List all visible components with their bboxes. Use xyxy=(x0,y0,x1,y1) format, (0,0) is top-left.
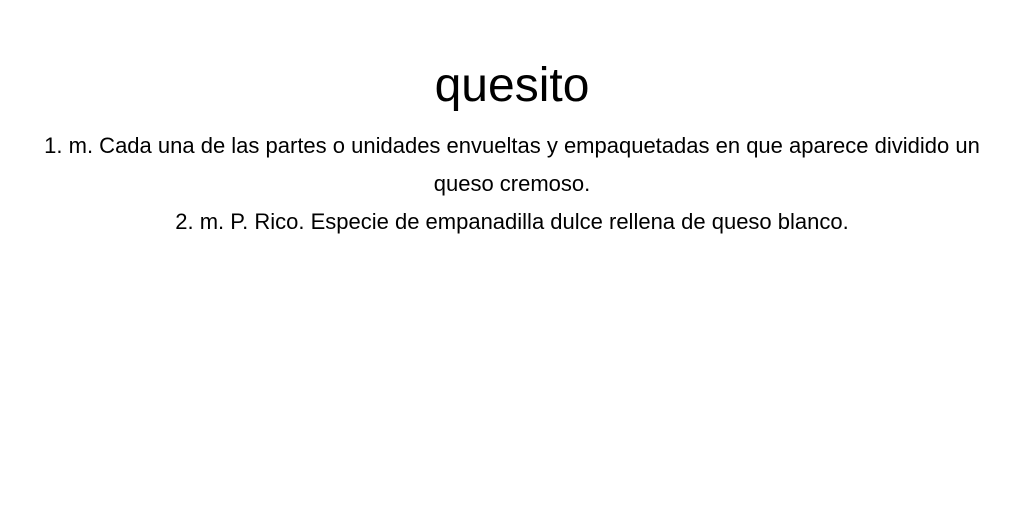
definition-1: 1. m. Cada una de las partes o unidades envueltas y empaquetadas en que aparece dividido un queso cremoso. xyxy=(44,133,980,196)
definition-2: 2. m. P. Rico. Especie de empanadilla dulce rellena de queso blanco. xyxy=(175,209,849,234)
headword: quesito xyxy=(434,59,590,112)
definition-list xyxy=(32,127,992,241)
